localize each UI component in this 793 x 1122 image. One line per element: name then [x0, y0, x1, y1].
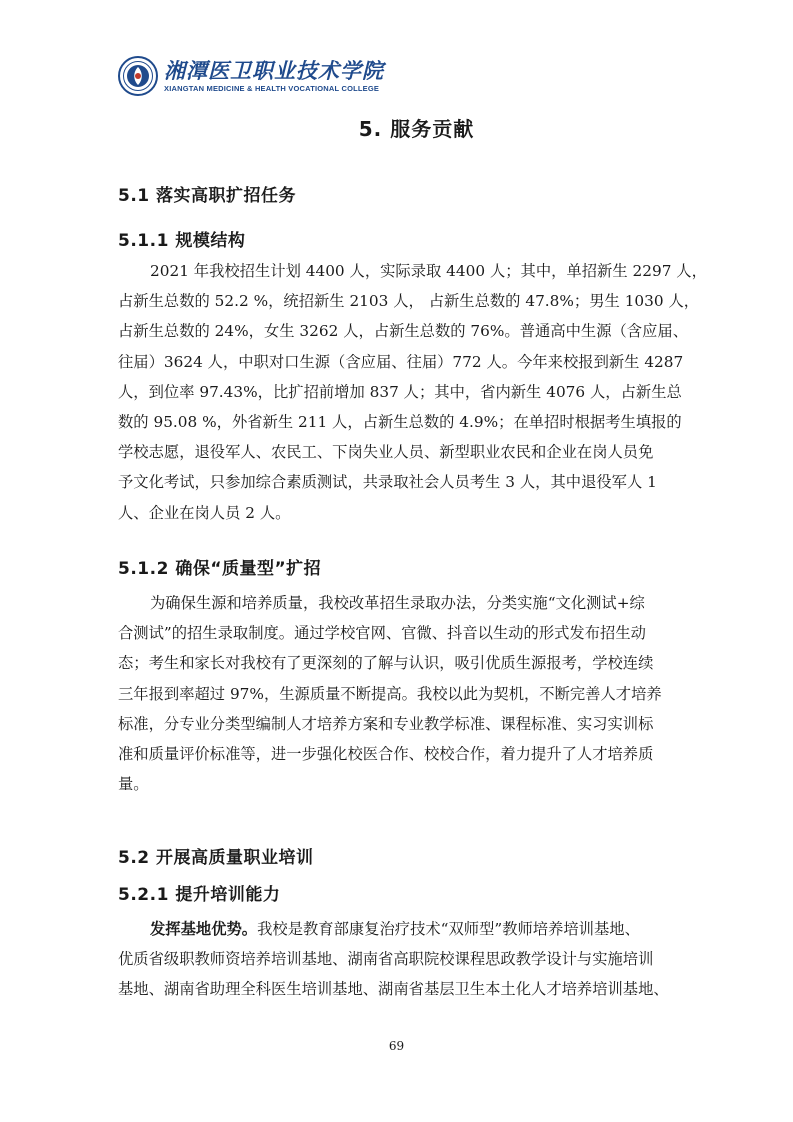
logo-english-name: XIANGTAN MEDICINE & HEALTH VOCATIONAL COLLEGE [164, 83, 380, 93]
paragraph-line: 占新生总数的 52.2 %，统招新生 2103 人， 占新生总数的 47.8%；男生 1030 人， [118, 292, 700, 311]
section-heading-5-2-1: 5.2.1 提升培训能力 [118, 885, 281, 905]
paragraph-line: 2021 年我校招生计划 4400 人，实际录取 4400 人；其中，单招新生 2297 人， [150, 262, 707, 280]
paragraph-5-1-1 [118, 256, 707, 528]
paragraph-line: 量。 [118, 775, 149, 794]
paragraph-line: 予文化考试，只参加综合素质测试，共录取社会人员考生 3 人，其中退役军人 1 [118, 473, 657, 492]
section-heading-5-1-2: 5.1.2 确保“质量型”扩招 [118, 559, 322, 579]
paragraph-5-1-2 [118, 588, 678, 799]
section-heading-5-2: 5.2 开展高质量职业培训 [118, 848, 314, 868]
paragraph-line: 标准，分专业分类型编制人才培养方案和专业教学标准、课程标准、实习实训标 [118, 714, 654, 733]
college-seal-icon [118, 56, 158, 96]
logo-chinese-name: 湘潭医卫职业技术学院 [164, 58, 384, 83]
paragraph-line: 数的 95.08 %，外省新生 211 人，占新生总数的 4.9%；在单招时根据考生填报的 [118, 412, 682, 431]
paragraph-line: 人、企业在岗人员 2 人。 [118, 503, 291, 522]
section-heading-5-1: 5.1 落实高职扩招任务 [118, 186, 297, 206]
paragraph-line: 三年报到率超过 97%，生源质量不断提高。我校以此为契机，不断完善人才培养 [118, 684, 662, 703]
paragraph-line: 基地、湖南省助理全科医生培训基地、湖南省基层卫生本土化人才培养培训基地、 [118, 980, 669, 999]
paragraph-line: 占新生总数的 24%，女生 3262 人，占新生总数的 76%。普通高中生源（含应届、 [118, 322, 688, 341]
paragraph-line: 往届）3624 人，中职对口生源（含应届、往届）772 人。今年来校报到新生 4287 [118, 352, 684, 371]
paragraph-line: 态；考生和家长对我校有了更深刻的了解与认识，吸引优质生源报考，学校连续 [118, 654, 654, 673]
page-number: 69 [388, 1039, 405, 1053]
lead-rest: 我校是教育部康复治疗技术“双师型”教师培养培训基地、 [257, 920, 640, 938]
paragraph-line: 准和质量评价标准等，进一步强化校医合作、校校合作，着力提升了人才培养质 [118, 744, 654, 763]
chapter-title: 5. 服务贡献 [358, 117, 475, 141]
paragraph-line: 为确保生源和培养质量，我校改革招生录取办法，分类实施“文化测试+综 [150, 594, 645, 612]
paragraph-line: 合测试”的招生录取制度。通过学校官网、官微、抖音以生动的形式发布招生动 [118, 624, 646, 643]
paragraph-5-2-1 [118, 914, 678, 1005]
college-logo [118, 54, 384, 98]
lead-phrase: 发挥基地优势。 [150, 920, 258, 938]
paragraph-line: 人，到位率 97.43%，比扩招前增加 837 人；其中，省内新生 4076 人，占新生总 [118, 382, 682, 401]
paragraph-line [118, 914, 678, 944]
section-heading-5-1-1: 5.1.1 规模结构 [118, 231, 246, 251]
paragraph-line: 优质省级职教师资培养培训基地、湖南省高职院校课程思政教学设计与实施培训 [118, 950, 654, 969]
paragraph-line: 学校志愿，退役军人、农民工、下岗失业人员、新型职业农民和企业在岗人员免 [118, 443, 654, 462]
